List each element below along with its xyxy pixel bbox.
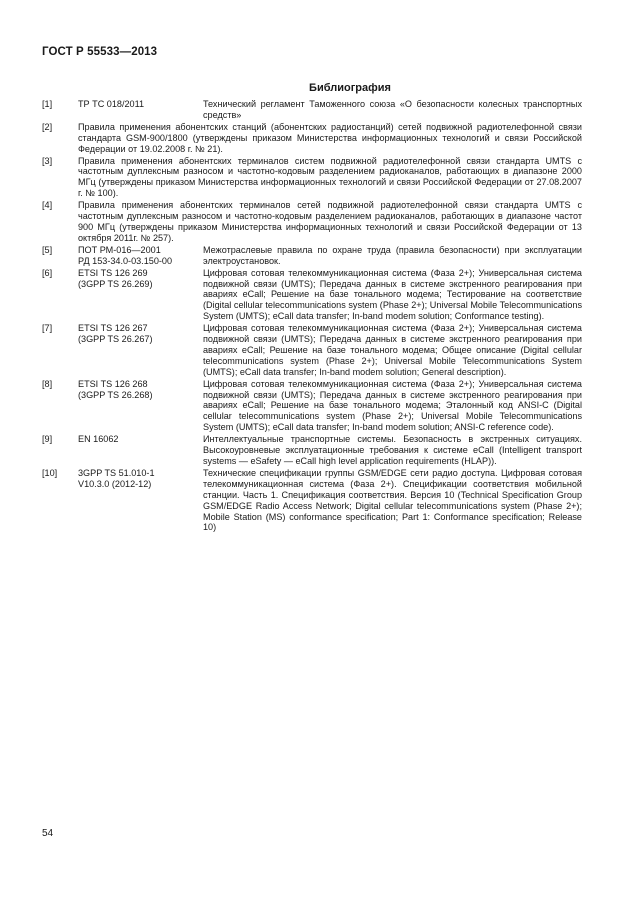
- entry-code: ETSI TS 126 267 (3GPP TS 26.267): [78, 323, 153, 345]
- entry-number: [10]: [42, 467, 58, 478]
- bibliography-title: Библиография: [309, 82, 391, 94]
- bibliography-entry: [42, 323, 582, 378]
- document-header: ГОСТ Р 55533—2013: [42, 46, 158, 58]
- entry-number: [8]: [42, 378, 53, 389]
- bibliography-entry: [42, 379, 582, 434]
- entry-code: ETSI TS 126 269 (3GPP TS 26.269): [78, 267, 153, 289]
- entry-number: [6]: [42, 267, 53, 278]
- entry-text: Правила применения абонентских станций (абонентских радиостанций) сетей подвижной радиотелефонной связи стандарта GSM-900/1800 (утверждены приказом Министерства информационных технологий и связи Российской Федерации от 19.02.2008 г. № 21).: [78, 121, 582, 154]
- entry-text: Интеллектуальные транспортные системы. Безопасность в экстренных ситуациях. Высокоуровневые эксплуатационные требования к системе eCall (Intelligent transport systems — eSafety — eCall high level application requirements (HLAP)).: [203, 434, 582, 466]
- entry-code: ТР ТС 018/2011: [78, 99, 145, 109]
- entry-text: Цифровая сотовая телекоммуникационная система (Фаза 2+); Универсальная система подвижной связи (UMTS); Передача данных в системе экстренного реагирования при авариях eCall; Решение на базе тонального модема; Общее описание (Digital cellular telecommunications system (Phase 2+); Universal Mobile Telecommunications System (UMTS); eCall data transfer; In-band modem solution; General description).: [203, 323, 582, 377]
- bibliography-entry: [42, 200, 582, 244]
- entry-number: [4]: [42, 200, 53, 211]
- entry-number: [5]: [42, 244, 53, 255]
- entry-code: ПОТ РМ-016—2001 РД 153-34.0-03.150-00: [78, 244, 173, 266]
- entry-text: Цифровая сотовая телекоммуникационная система (Фаза 2+); Универсальная система подвижной связи (UMTS); Передача данных в системе экстренного реагирования при авариях eCall; Решение на базе тонального модема; Тестирование на соответствие (Digital cellular telecommunications system (Phase 2+); Universal Mobile Telecommunications System (UMTS); eCall data transfer; In-band modem solution; Conformance testing).: [203, 267, 582, 322]
- entry-text: Технический регламент Таможенного союза «О безопасности колесных транспортных средств»: [203, 99, 582, 120]
- entry-number: [3]: [42, 155, 53, 166]
- bibliography-entry: [42, 434, 582, 467]
- entry-number: [7]: [42, 323, 53, 334]
- entry-text: Межотраслевые правила по охране труда (правила безопасности) при эксплуатации электроустановок.: [203, 244, 582, 266]
- bibliography-entry: [42, 99, 582, 121]
- entry-number: [9]: [42, 434, 53, 445]
- bibliography-entry: [42, 156, 582, 200]
- bibliography-list: [42, 99, 582, 534]
- entry-text: Цифровая сотовая телекоммуникационная система (Фаза 2+); Универсальная система подвижной связи (UMTS); Передача данных в системе экстренного реагирования при авариях eCall; Решение на базе тонального модема; Эталонный код ANSI-C (Digital cellular telecommunications system (Phase 2+); Universal Mobile Telecommunications System (UMTS); eCall data transfer; In-band modem solution; ANSI-C reference code).: [203, 378, 582, 433]
- entry-text: Правила применения абонентских терминалов систем подвижной радиотелефонной связи стандарта UMTS с частотным дуплексным разносом и частотно-кодовым разделением радиоканалов, работающих в диапазоне 2000 МГц (утверждены приказом Министерства информационных технологий и связи Российской Федерации от 27.08.2007 г. № 100).: [78, 155, 582, 199]
- entry-code: ETSI TS 126 268 (3GPP TS 26.268): [78, 378, 153, 400]
- entry-text: Технические спецификации группы GSM/EDGE сети радио доступа. Цифровая сотовая телекоммуникационная система (Фаза 2+). Спецификации соответствия мобильной станции. Часть 1. Спецификация соответствия. Версия 10 (Technical Specification Group GSM/EDGE Radio Access Network; Digital cellular telecommunications system (Phase 2+); Mobile Station (MS) conformance specification; Part 1: Conformance specification; Release 10): [203, 467, 582, 533]
- entry-code: 3GPP TS 51.010-1 V10.3.0 (2012-12): [78, 467, 155, 489]
- bibliography-entry: [42, 122, 582, 155]
- entry-text: Правила применения абонентских терминалов сетей подвижной радиотелефонной связи стандарта UMTS с частотным дуплексным разносом и частотно-кодовым разделением радиоканалов, работающих в диапазоне частот 900 МГц (утверждены приказом Министерства информационных технологий и связи Российской Федерации от 13 октября 2011г. № 257).: [78, 200, 582, 243]
- entry-code: EN 16062: [78, 434, 119, 445]
- entry-number: [2]: [42, 121, 53, 132]
- bibliography-entry: [42, 268, 582, 323]
- page-number: 54: [42, 828, 54, 839]
- bibliography-entry: [42, 245, 582, 267]
- bibliography-entry: [42, 468, 582, 533]
- entry-number: [1]: [42, 99, 53, 109]
